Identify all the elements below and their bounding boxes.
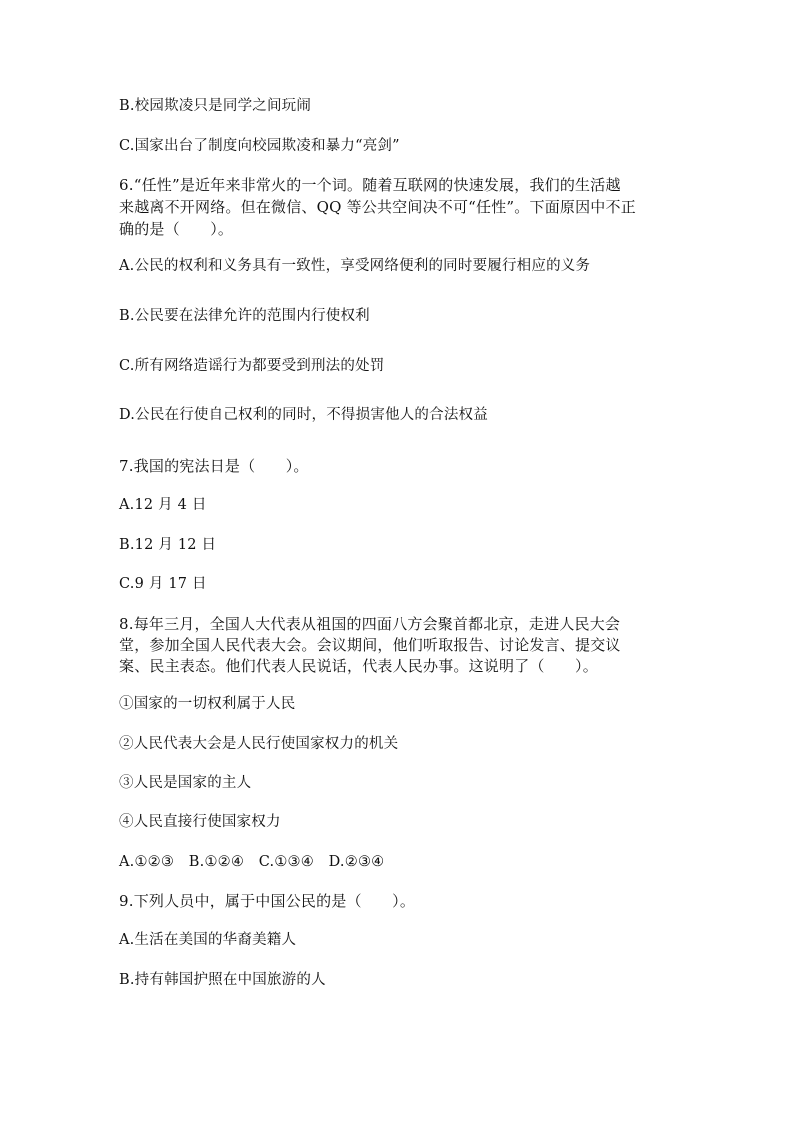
q7-stem: 7.我国的宪法日是（ ）。: [119, 457, 309, 475]
q9-option-a: A.生活在美国的华裔美籍人: [119, 932, 297, 948]
q8-stem-line-2: 堂，参加全国人民代表大会。会议期间，他们听取报告、讨论发言、提交议: [119, 636, 621, 654]
q7-option-c: C.9 月 17 日: [119, 576, 207, 592]
q6-stem-line-2: 来越离不开网络。但在微信、QQ 等公共空间决不可“任性”。下面原因中不正: [119, 198, 636, 216]
q5-option-c: C.国家出台了制度向校园欺凌和暴力“亮剑”: [119, 138, 400, 154]
q6-option-c: C.所有网络造谣行为都要受到刑法的处罚: [119, 358, 385, 374]
q6-option-a: A.公民的权利和义务具有一致性，享受网络便利的同时要履行相应的义务: [119, 258, 591, 274]
q8-statement-3: ③人民是国家的主人: [119, 775, 252, 791]
q8-stem-line-3: 案、民主表态。他们代表人民说话，代表人民办事。这说明了（ ）。: [119, 657, 598, 675]
q6-stem-line-3: 确的是（ ）。: [119, 220, 234, 238]
q8-statement-1: ①国家的一切权利属于人民: [119, 696, 296, 712]
q8-options: A.①②③ B.①②④ C.①③④ D.②③④: [119, 854, 385, 870]
q6-option-b: B.公民要在法律允许的范围内行使权利: [119, 308, 370, 324]
q9-option-b: B.持有韩国护照在中国旅游的人: [119, 972, 326, 988]
q8-stem-line-1: 8.每年三月，全国人大代表从祖国的四面八方会聚首都北京，走进人民大会: [119, 615, 621, 633]
q9-stem: 9.下列人员中，属于中国公民的是（ ）。: [119, 892, 416, 910]
q8-statement-4: ④人民直接行使国家权力: [119, 814, 281, 830]
q6-stem-line-1: 6.“任性”是近年来非常火的一个词。随着互联网的快速发展，我们的生活越: [119, 176, 621, 194]
q8-statement-2: ②人民代表大会是人民行使国家权力的机关: [119, 736, 399, 752]
q6-option-d: D.公民在行使自己权利的同时，不得损害他人的合法权益: [119, 407, 488, 423]
q5-option-b: B.校园欺凌只是同学之间玩闹: [119, 98, 312, 114]
q7-option-a: A.12 月 4 日: [119, 497, 207, 513]
q7-option-b: B.12 月 12 日: [119, 537, 217, 553]
